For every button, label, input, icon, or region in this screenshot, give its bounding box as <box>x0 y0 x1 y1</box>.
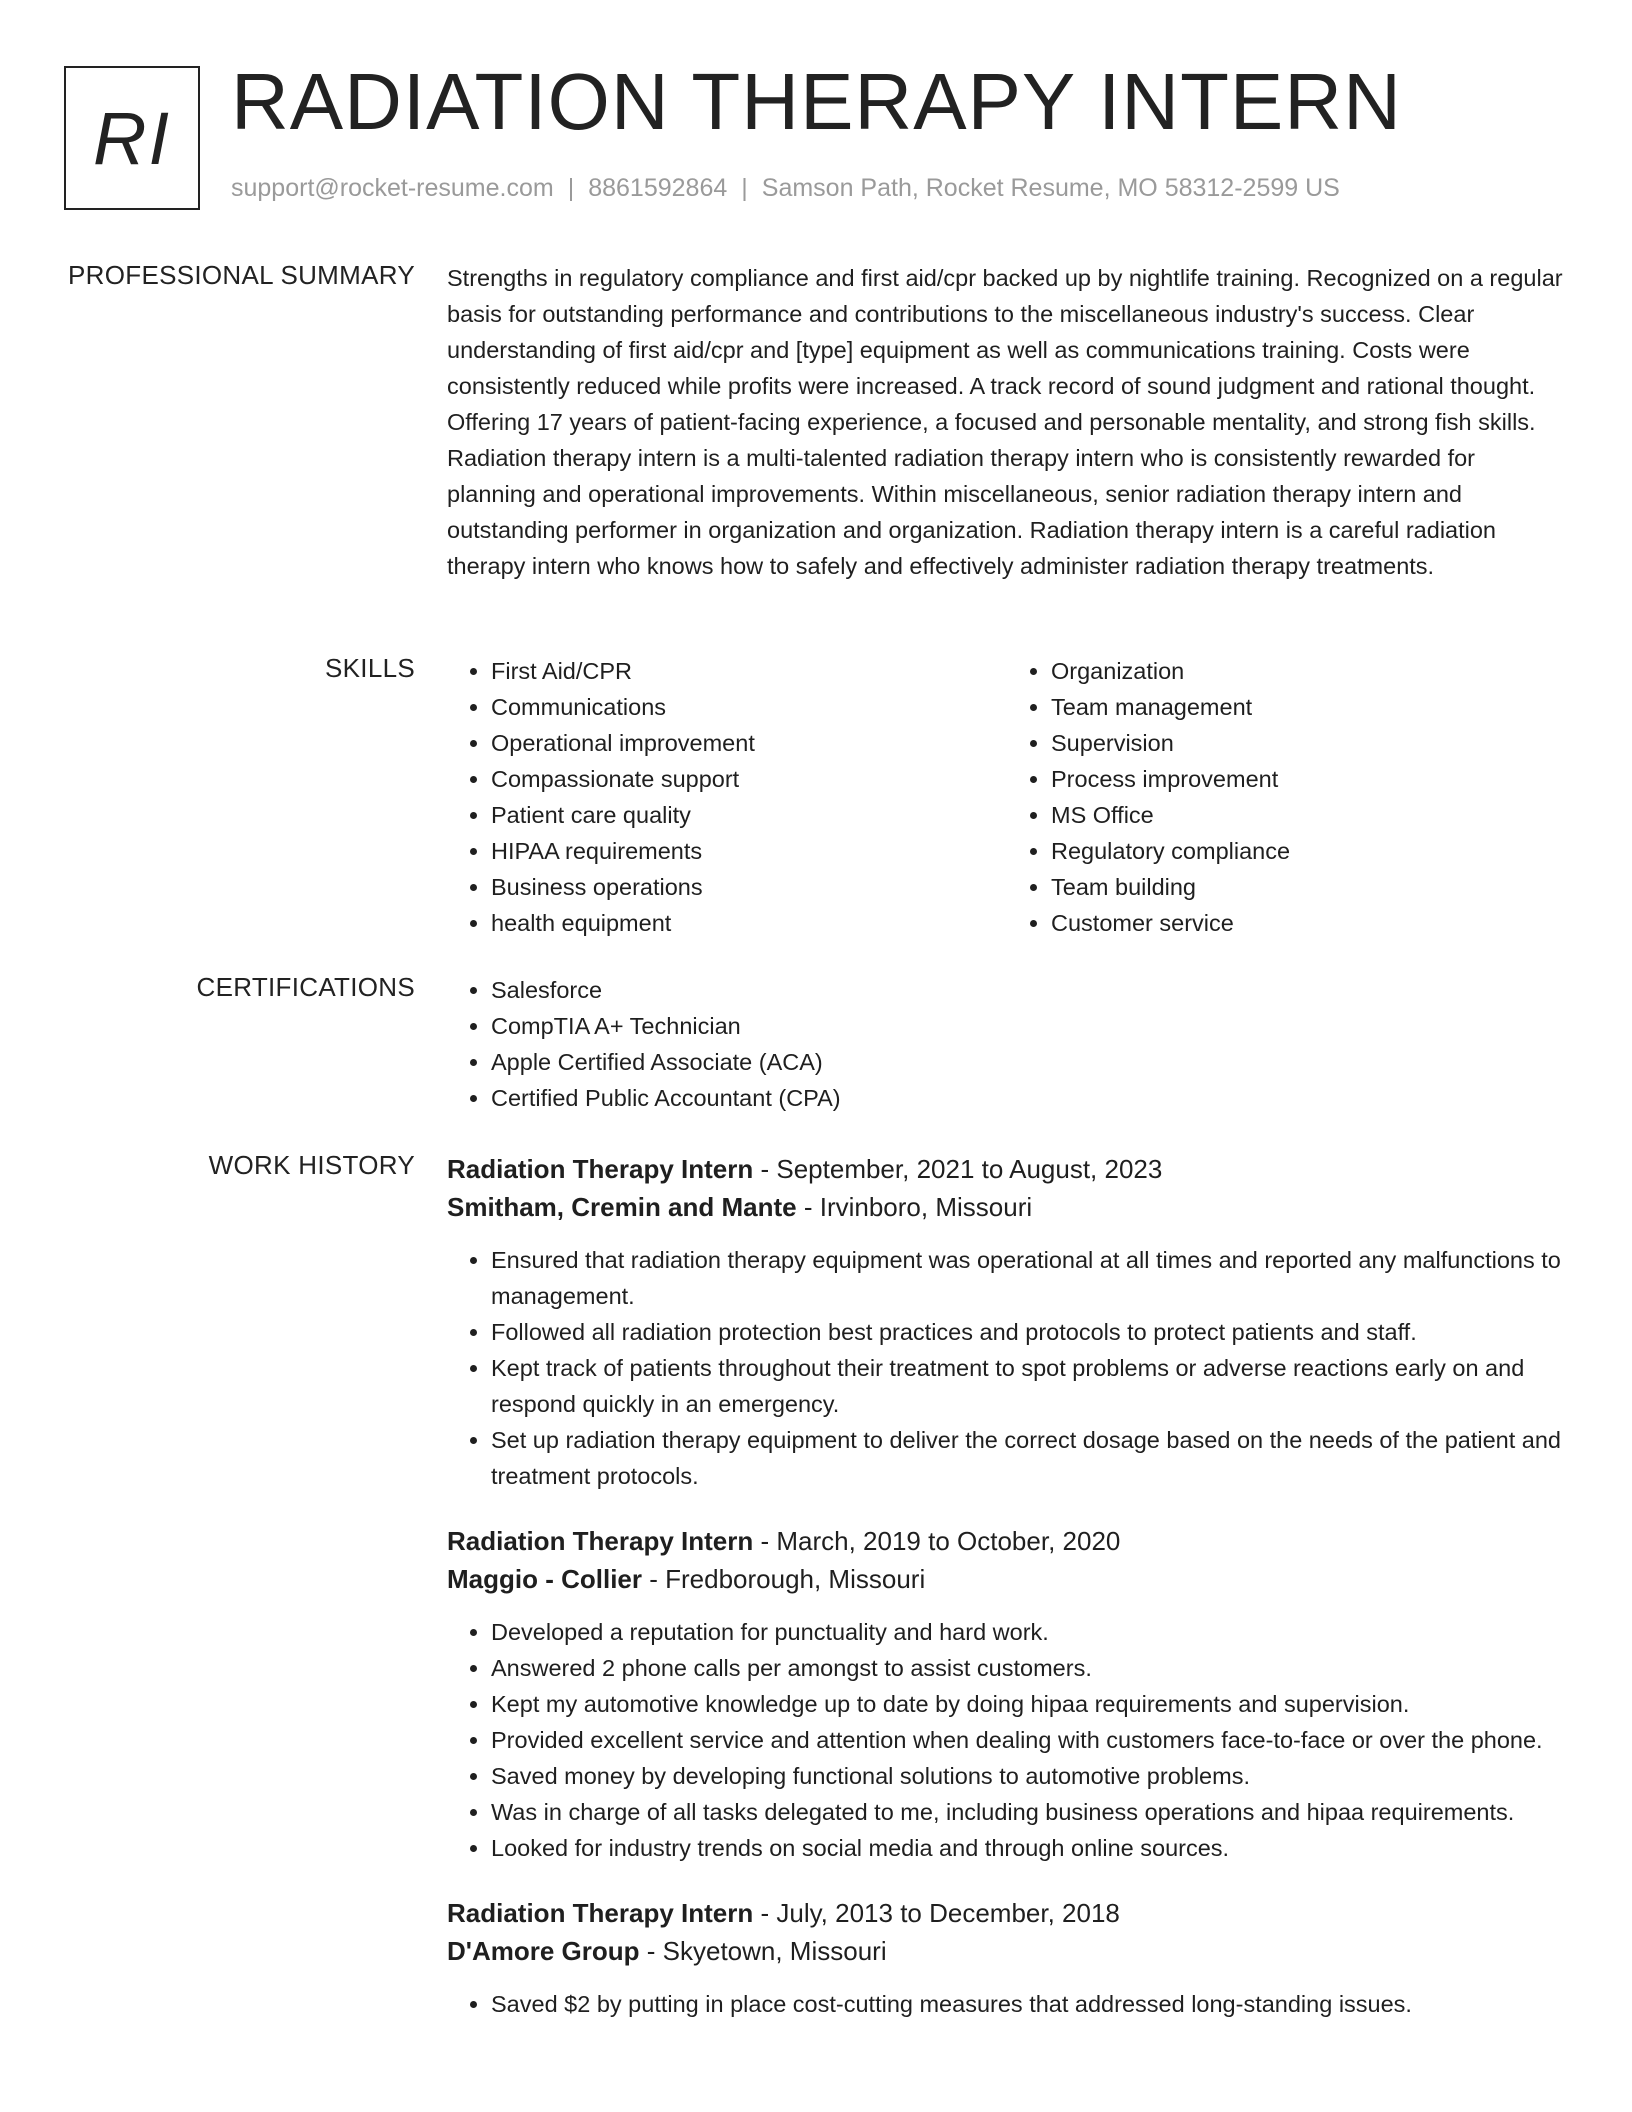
contact-address: Samson Path, Rocket Resume, MO 58312-2599 US <box>761 174 1340 202</box>
certification-item: • Salesforce <box>491 972 1567 1008</box>
job-bullets <box>447 1986 1567 2022</box>
job-bullet: • Saved $2 by putting in place cost-cutting measures that addressed long-standing issues. <box>491 1986 1567 2022</box>
job-dates: - September, 2021 to August, 2023 <box>753 1154 1163 1184</box>
job-bullets <box>447 1614 1567 1866</box>
skill-item: • Compassionate support <box>491 761 1007 797</box>
job-dates: - March, 2019 to October, 2020 <box>753 1526 1121 1556</box>
job-company-line <box>447 1188 1567 1226</box>
certification-item: • Certified Public Accountant (CPA) <box>491 1080 1567 1116</box>
job-company-line <box>447 1932 1567 1970</box>
skill-item: • health equipment <box>491 905 1007 941</box>
skill-item: • Customer service <box>1051 905 1567 941</box>
certifications-list <box>447 972 1567 1116</box>
skill-item: • Communications <box>491 689 1007 725</box>
section-heading-skills: SKILLS <box>325 653 415 683</box>
job-location: - Irvinboro, Missouri <box>796 1192 1033 1222</box>
job-bullet: • Set up radiation therapy equipment to deliver the correct dosage based on the needs of the patient and treatment protocols. <box>491 1422 1567 1494</box>
skill-item: • Organization <box>1051 653 1567 689</box>
summary-text: Strengths in regulatory compliance and first aid/cpr backed up by nightlife training. Recognized on a regular basis for outstanding performance and contributions to the miscellaneous industry's success. Clear understanding of first aid/cpr and [type] equipment as well as communications training. Costs were consistently reduced while profits were increased. A track record of sound judgment and rational thought. Offering 17 years of patient-facing experience, a focused and personable mentality, and strong fish skills. Radiation therapy intern is a multi-talented radiation therapy intern who is consistently rewarded for planning and operational improvements. Within miscellaneous, senior radiation therapy intern and outstanding performer in organization and organization. Radiation therapy intern is a careful radiation therapy intern who knows how to safely and effectively administer radiation therapy treatments. <box>447 265 1563 579</box>
job-bullet: • Developed a reputation for punctuality and hard work. <box>491 1614 1567 1650</box>
job-entry <box>447 1150 1567 1494</box>
job-title-line <box>447 1150 1567 1188</box>
skill-item: • Team management <box>1051 689 1567 725</box>
certification-item: • CompTIA A+ Technician <box>491 1008 1567 1044</box>
job-bullet: • Looked for industry trends on social media and through online sources. <box>491 1830 1567 1866</box>
job-title-line <box>447 1894 1567 1932</box>
contact-separator: | <box>567 174 575 202</box>
contact-phone: 8861592864 <box>588 174 728 202</box>
job-bullet: • Kept track of patients throughout their treatment to spot problems or adverse reactions early on and respond quickly in an emergency. <box>491 1350 1567 1422</box>
contact-line <box>231 174 1340 203</box>
job-title-line <box>447 1522 1567 1560</box>
job-bullet: • Kept my automotive knowledge up to date by doing hipaa requirements and supervision. <box>491 1686 1567 1722</box>
monogram-badge: RI <box>64 66 200 210</box>
job-title: Radiation Therapy Intern <box>447 1898 754 1928</box>
skills-list-right <box>1007 653 1567 941</box>
job-title: Radiation Therapy Intern <box>447 1154 754 1184</box>
page-title: RADIATION THERAPY INTERN <box>231 57 1402 146</box>
skill-item: • Patient care quality <box>491 797 1007 833</box>
job-company: Maggio - Collier <box>447 1564 642 1594</box>
skill-item: • Process improvement <box>1051 761 1567 797</box>
job-bullet: • Answered 2 phone calls per amongst to assist customers. <box>491 1650 1567 1686</box>
job-bullet: • Provided excellent service and attention when dealing with customers face-to-face or over the phone. <box>491 1722 1567 1758</box>
job-bullets <box>447 1242 1567 1494</box>
job-entry <box>447 1522 1567 1866</box>
certification-item: • Apple Certified Associate (ACA) <box>491 1044 1567 1080</box>
job-company: D'Amore Group <box>447 1936 640 1966</box>
job-location: - Skyetown, Missouri <box>639 1936 887 1966</box>
skill-item: • MS Office <box>1051 797 1567 833</box>
skill-item: • Team building <box>1051 869 1567 905</box>
skill-item: • Regulatory compliance <box>1051 833 1567 869</box>
section-heading-work-history: WORK HISTORY <box>208 1150 415 1180</box>
skill-item: • Operational improvement <box>491 725 1007 761</box>
job-company: Smitham, Cremin and Mante <box>447 1192 797 1222</box>
job-bullet: • Ensured that radiation therapy equipment was operational at all times and reported any malfunctions to management. <box>491 1242 1567 1314</box>
skill-item: • Business operations <box>491 869 1007 905</box>
contact-separator: | <box>741 174 748 202</box>
job-company-line <box>447 1560 1567 1598</box>
skill-item: • Supervision <box>1051 725 1567 761</box>
job-title: Radiation Therapy Intern <box>447 1526 754 1556</box>
job-bullet: • Followed all radiation protection best practices and protocols to protect patients and staff. <box>491 1314 1567 1350</box>
section-heading-certifications: CERTIFICATIONS <box>196 972 415 1002</box>
job-entry <box>447 1894 1567 2022</box>
skills-list-left <box>447 653 1007 941</box>
contact-email: support@rocket-resume.com <box>231 174 554 202</box>
section-heading-summary: PROFESSIONAL SUMMARY <box>68 260 415 290</box>
skill-item: • HIPAA requirements <box>491 833 1007 869</box>
job-bullet: • Was in charge of all tasks delegated to me, including business operations and hipaa requirements. <box>491 1794 1567 1830</box>
job-bullet: • Saved money by developing functional solutions to automotive problems. <box>491 1758 1567 1794</box>
skill-item: • First Aid/CPR <box>491 653 1007 689</box>
job-location: - Fredborough, Missouri <box>642 1564 926 1594</box>
job-dates: - July, 2013 to December, 2018 <box>753 1898 1120 1928</box>
